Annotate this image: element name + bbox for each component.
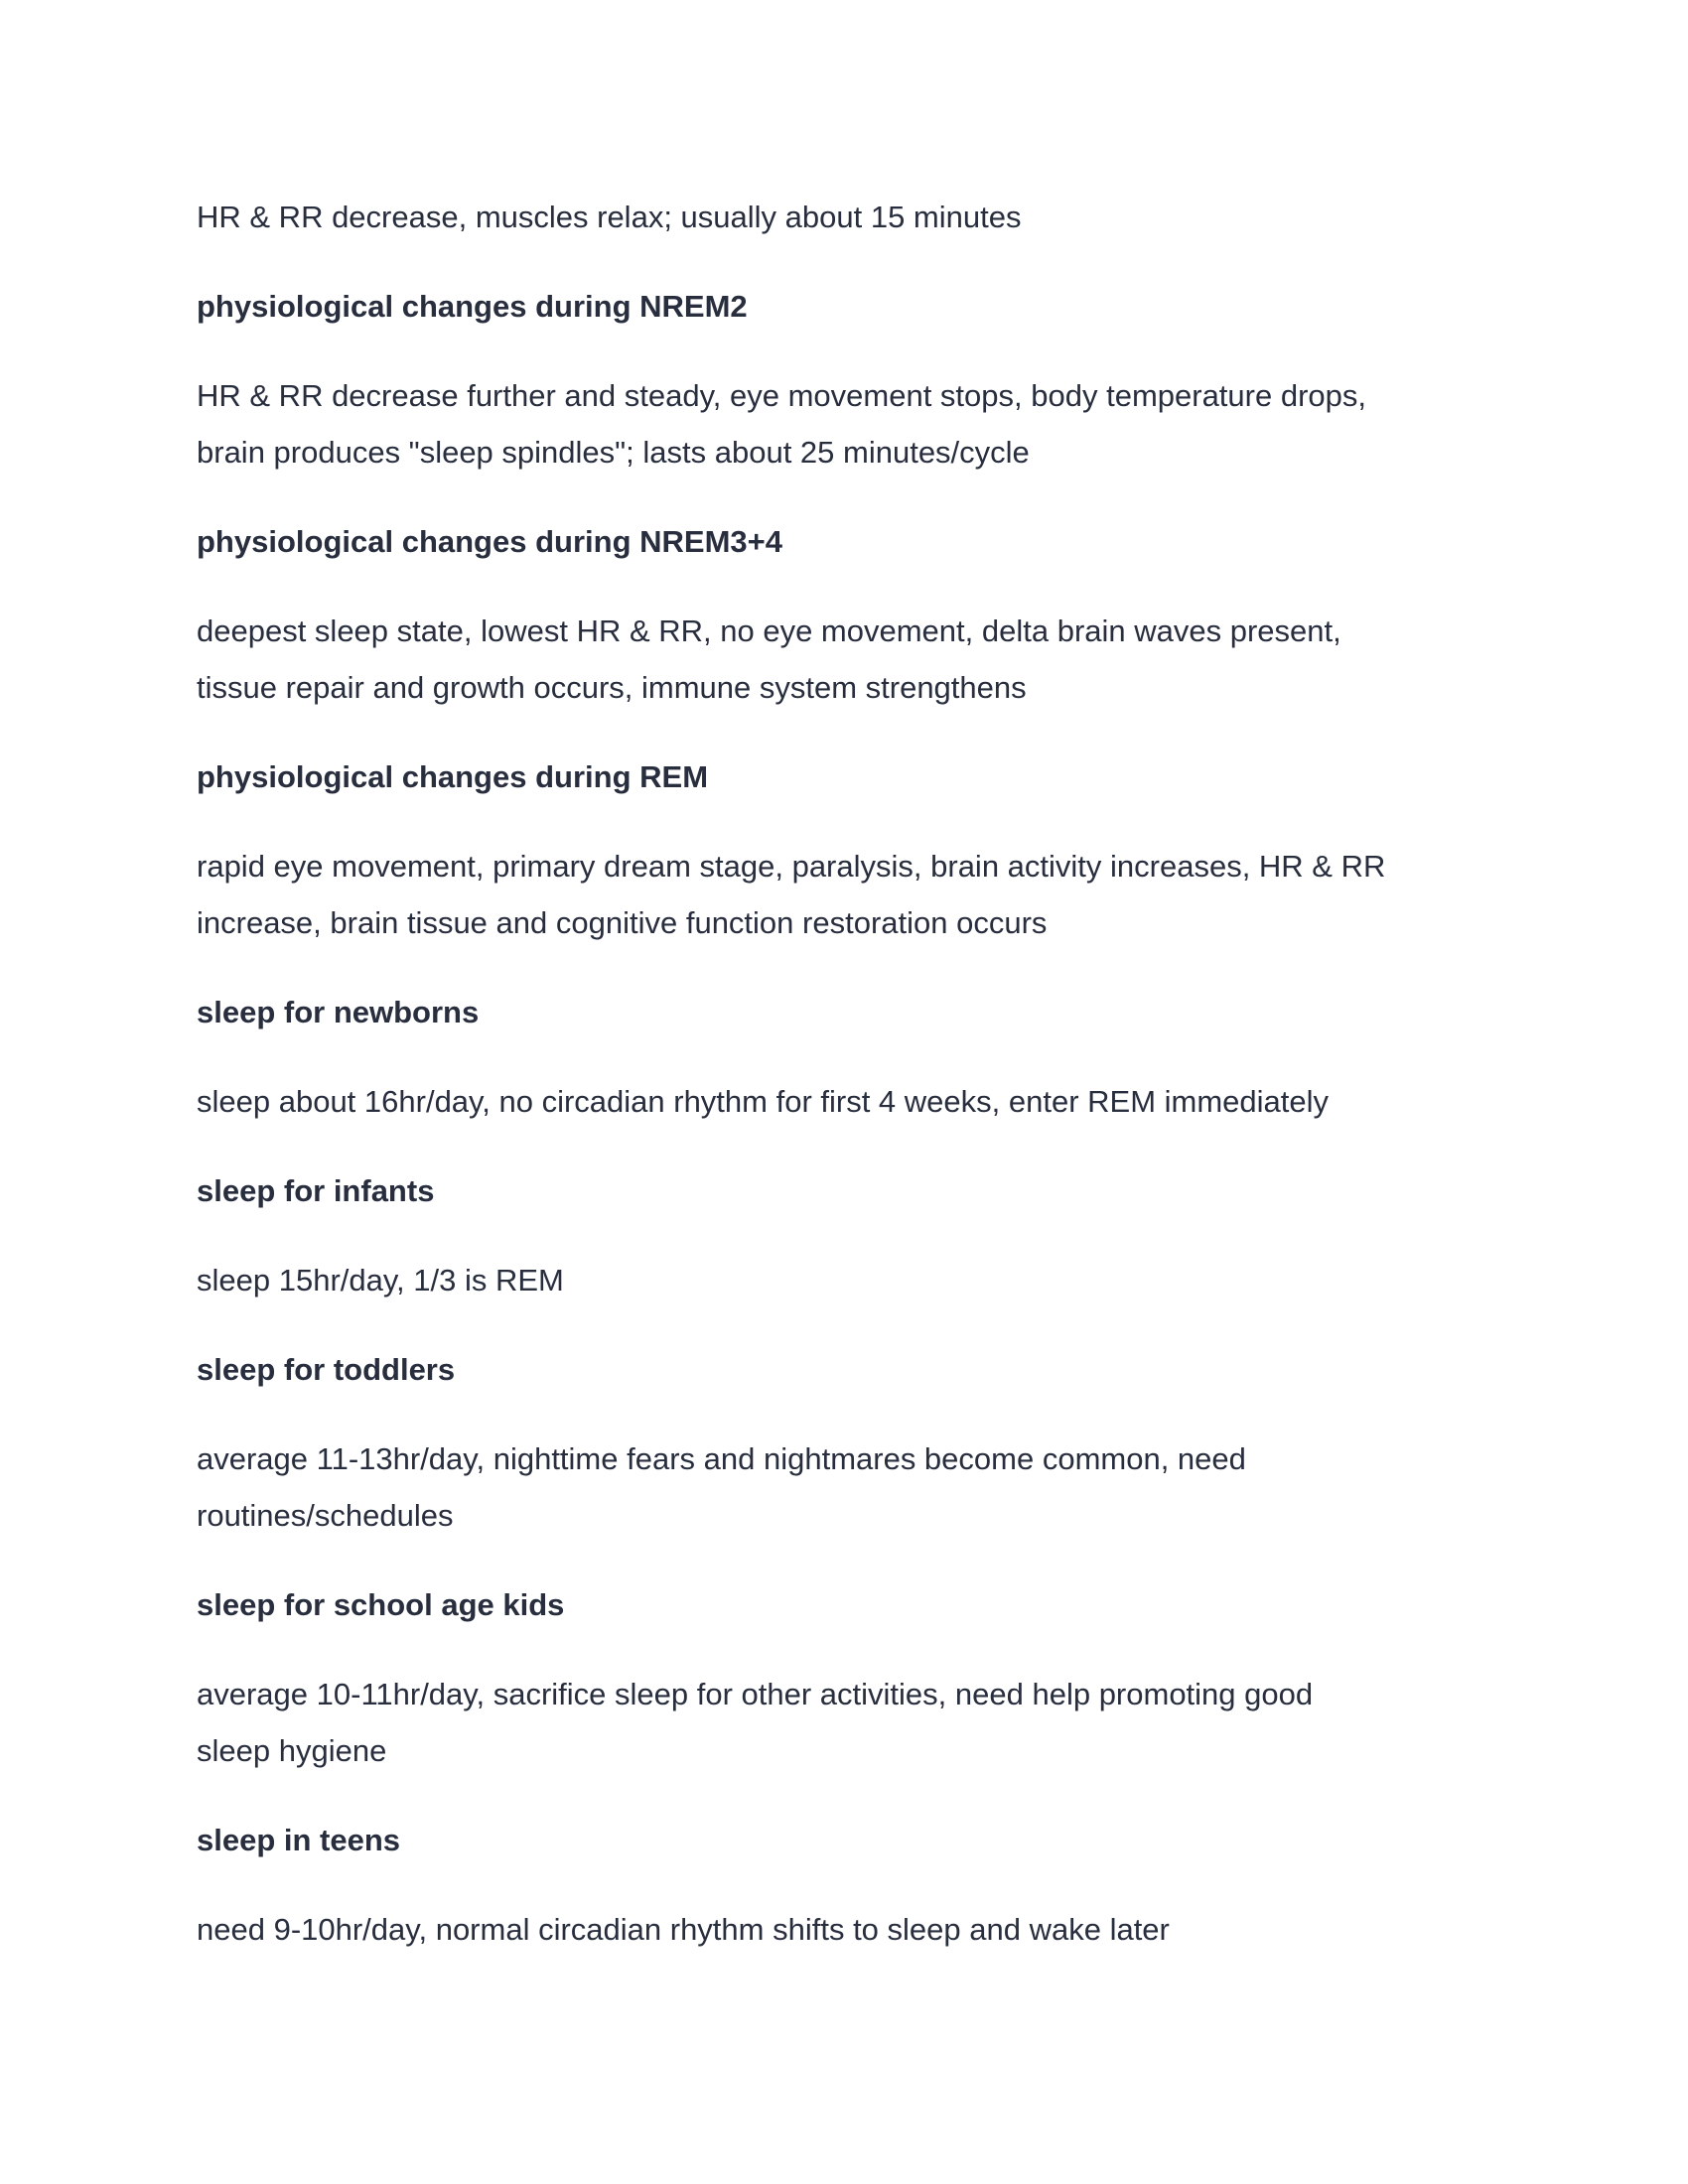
text-line: HR & RR decrease, muscles relax; usually about 15 minutes <box>197 200 1022 234</box>
term-heading: sleep for toddlers <box>197 1352 456 1387</box>
text-line: sleep hygiene <box>197 1733 387 1768</box>
term-rem <box>197 749 1527 805</box>
text-line: HR & RR decrease further and steady, eye movement stops, body temperature drops, <box>197 378 1366 413</box>
definition-nrem1 <box>197 189 1527 245</box>
flashcard-document <box>197 189 1527 1990</box>
term-heading: sleep for infants <box>197 1173 435 1208</box>
text-line: average 11-13hr/day, nighttime fears and nightmares become common, need <box>197 1441 1246 1476</box>
text-line: average 10-11hr/day, sacrifice sleep for other activities, need help promoting good <box>197 1677 1314 1711</box>
term-heading: physiological changes during NREM3+4 <box>197 524 782 559</box>
definition-teens <box>197 1901 1527 1958</box>
definition-rem <box>197 838 1527 951</box>
text-line: increase, brain tissue and cognitive function restoration occurs <box>197 905 1048 940</box>
term-toddlers <box>197 1341 1527 1398</box>
text-line: sleep about 16hr/day, no circadian rhythm for first 4 weeks, enter REM immediately <box>197 1084 1330 1119</box>
text-line: rapid eye movement, primary dream stage, paralysis, brain activity increases, HR & RR <box>197 849 1386 884</box>
term-heading: physiological changes during REM <box>197 759 709 794</box>
text-line: brain produces "sleep spindles"; lasts about 25 minutes/cycle <box>197 435 1030 470</box>
definition-nrem3-4 <box>197 603 1527 716</box>
term-heading: physiological changes during NREM2 <box>197 289 748 324</box>
term-nrem2 <box>197 278 1527 335</box>
text-line: need 9-10hr/day, normal circadian rhythm shifts to sleep and wake later <box>197 1912 1170 1947</box>
term-infants <box>197 1162 1527 1219</box>
definition-school-age-kids <box>197 1666 1527 1779</box>
term-nrem3-4 <box>197 513 1527 570</box>
term-school-age-kids <box>197 1576 1527 1633</box>
text-line: tissue repair and growth occurs, immune system strengthens <box>197 670 1027 705</box>
definition-toddlers <box>197 1431 1527 1544</box>
definition-newborns <box>197 1073 1527 1130</box>
text-line: deepest sleep state, lowest HR & RR, no eye movement, delta brain waves present, <box>197 614 1341 648</box>
term-newborns <box>197 984 1527 1040</box>
term-heading: sleep for school age kids <box>197 1587 565 1622</box>
definition-nrem2 <box>197 367 1527 480</box>
term-teens <box>197 1812 1527 1868</box>
term-heading: sleep in teens <box>197 1823 401 1857</box>
text-line: routines/schedules <box>197 1498 454 1533</box>
definition-infants <box>197 1252 1527 1308</box>
text-line: sleep 15hr/day, 1/3 is REM <box>197 1263 564 1297</box>
term-heading: sleep for newborns <box>197 995 480 1029</box>
